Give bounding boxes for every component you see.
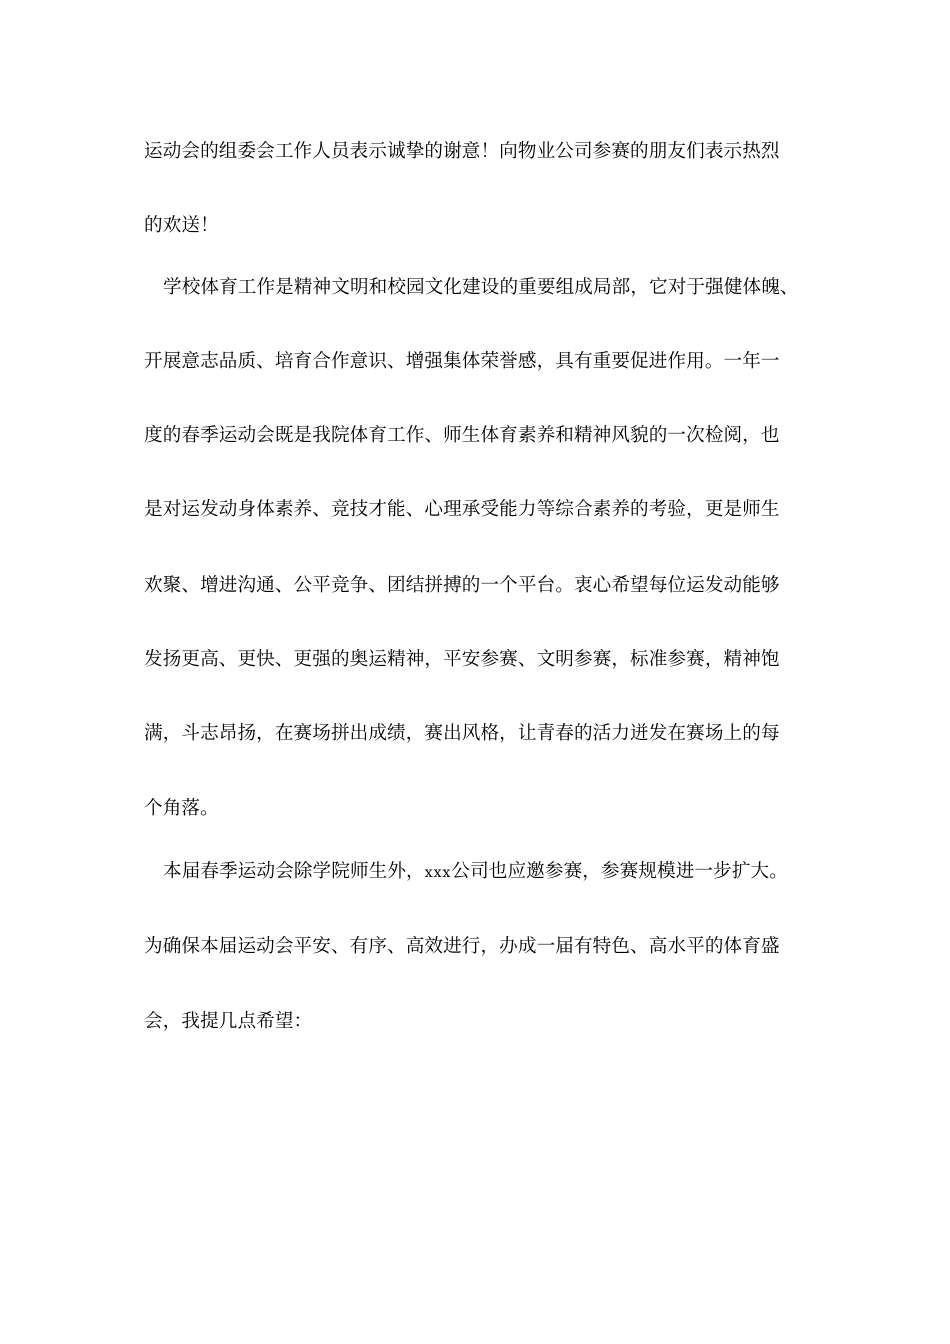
text-line: 的欢送！ [144, 215, 219, 236]
text-segment: 公司也应邀参赛，参赛规模进一步扩大。 [451, 861, 788, 882]
text-line [163, 860, 843, 885]
text-line: 发扬更高、更快、更强的奥运精神，平安参赛、文明参赛，标准参赛，精神饱 [144, 649, 780, 670]
text-line: 为确保本届运动会平安、有序、高效进行，办成一届有特色、高水平的体育盛 [144, 936, 780, 957]
text-line: 会，我提几点希望： [144, 1011, 313, 1032]
text-line: 运动会的组委会工作人员表示诚挚的谢意！向物业公司参赛的朋友们表示热烈 [144, 141, 780, 162]
text-line: 满，斗志昂扬，在赛场拼出成绩，赛出风格，让青春的活力迸发在赛场上的每 [144, 723, 780, 744]
text-line: 欢聚、增进沟通、公平竞争、团结拼搏的一个平台。衷心希望每位运发动能够 [144, 575, 780, 596]
text-line: 个角落。 [144, 798, 219, 819]
text-line: 开展意志品质、培育合作意识、增强集体荣誉感，具有重要促进作用。一年一 [144, 351, 780, 372]
text-line: 学校体育工作是精神文明和校园文化建设的重要组成局部，它对于强健体魄、 [163, 277, 799, 298]
text-line: 是对运发动身体素养、竞技才能、心理承受能力等综合素养的考验，更是师生 [144, 499, 780, 520]
text-segment: 本届春季运动会除学院师生外， [163, 861, 425, 882]
placeholder-text: xxx [424, 865, 452, 881]
text-line: 度的春季运动会既是我院体育工作、师生体育素养和精神风貌的一次检阅，也 [144, 425, 780, 446]
